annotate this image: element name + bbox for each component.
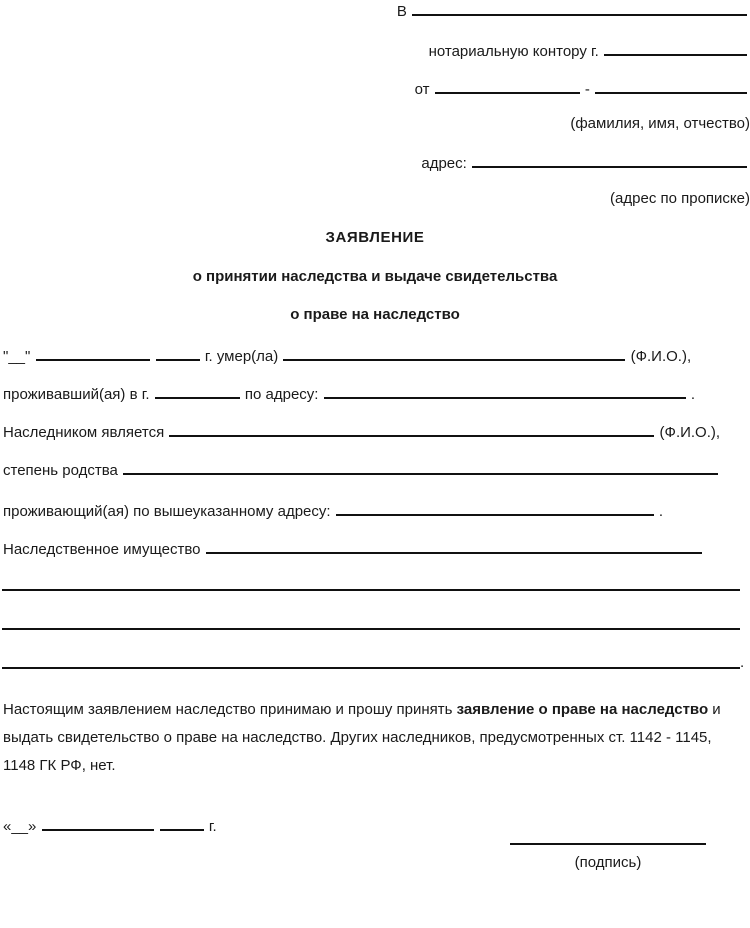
declaration-paragraph <box>3 696 738 780</box>
footer-date-line <box>3 815 217 835</box>
heir-label: Наследником является <box>3 423 165 441</box>
estate-blank-rule-2[interactable] <box>2 628 740 630</box>
header-label-from: от <box>414 80 430 98</box>
header-label-notary: нотариальную контору г. <box>428 42 599 60</box>
declaration-text-part1: Настоящим заявлением наследство принимаю и прошу принять <box>3 701 457 718</box>
signature-rule[interactable] <box>510 843 706 845</box>
body-line-heir-residence <box>3 500 748 520</box>
header-line-address <box>0 152 750 172</box>
heir-residence-rule[interactable] <box>336 500 654 516</box>
deceased-residence-period: . <box>690 385 695 403</box>
declaration-text-part2: и выдать свидетельство о праве на наследство. Других наследников, предусмотренных ст. 1142 - 1145, 1148 ГК РФ, нет. <box>3 701 721 774</box>
heir-fio-caption: (Ф.И.О.), <box>659 423 721 441</box>
body-line-deceased-residence <box>3 383 748 403</box>
header-rule-notary[interactable] <box>604 40 747 56</box>
header-caption-fio: (фамилия, имя, отчество) <box>570 115 750 132</box>
heir-residence-period: . <box>658 502 664 520</box>
footer-date-day-quotes[interactable]: «__» <box>3 817 37 835</box>
header-line-from <box>0 78 750 98</box>
header-separator-from: - <box>584 80 590 98</box>
header-rule-from-first[interactable] <box>435 78 580 94</box>
page-title: ЗАЯВЛЕНИЕ <box>325 229 425 246</box>
death-label: г. умер(ла) <box>204 347 279 365</box>
estate-blank-rule-3[interactable] <box>2 667 740 669</box>
body-line-death-date <box>3 345 748 365</box>
header-label-address: адрес: <box>421 154 467 172</box>
death-date-year-rule[interactable] <box>156 345 200 361</box>
page-subtitle-1: о принятии наследства и выдаче свидетельства <box>192 268 558 285</box>
deceased-residence-label: проживавший(ая) в г. <box>3 385 150 403</box>
header-line-v <box>0 0 750 20</box>
estate-blank-rule-1[interactable] <box>2 589 740 591</box>
deceased-address-label: по адресу: <box>244 385 319 403</box>
header-label-v: В <box>396 2 407 20</box>
footer-date-year-rule[interactable] <box>160 815 204 831</box>
death-date-day-quotes[interactable]: "__" <box>3 347 31 365</box>
body-line-estate <box>3 538 748 558</box>
death-fio-rule[interactable] <box>283 345 625 361</box>
signature-caption: (подпись) <box>574 854 642 871</box>
deceased-city-rule[interactable] <box>155 383 240 399</box>
body-line-kinship <box>3 459 748 479</box>
deceased-address-rule[interactable] <box>324 383 686 399</box>
footer-date-month-rule[interactable] <box>42 815 154 831</box>
death-date-month-rule[interactable] <box>36 345 150 361</box>
header-rule-from-second[interactable] <box>595 78 747 94</box>
header-rule-v[interactable] <box>412 0 747 16</box>
declaration-text-bold: заявление о праве на наследство <box>456 701 709 718</box>
header-caption-address: (адрес по прописке) <box>610 190 750 207</box>
death-fio-caption: (Ф.И.О.), <box>630 347 692 365</box>
header-rule-address[interactable] <box>472 152 747 168</box>
page-subtitle-2: о праве на наследство <box>290 306 460 323</box>
estate-blank-terminator: . <box>740 654 745 671</box>
estate-rule[interactable] <box>206 538 702 554</box>
kinship-rule[interactable] <box>123 459 718 475</box>
header-line-notary <box>0 40 750 60</box>
body-line-heir <box>3 421 748 441</box>
estate-label: Наследственное имущество <box>3 540 201 558</box>
footer-date-year-suffix: г. <box>208 817 217 835</box>
heir-fio-rule[interactable] <box>169 421 654 437</box>
kinship-label: степень родства <box>3 461 118 479</box>
heir-residence-label: проживающий(ая) по вышеуказанному адресу: <box>3 502 331 520</box>
